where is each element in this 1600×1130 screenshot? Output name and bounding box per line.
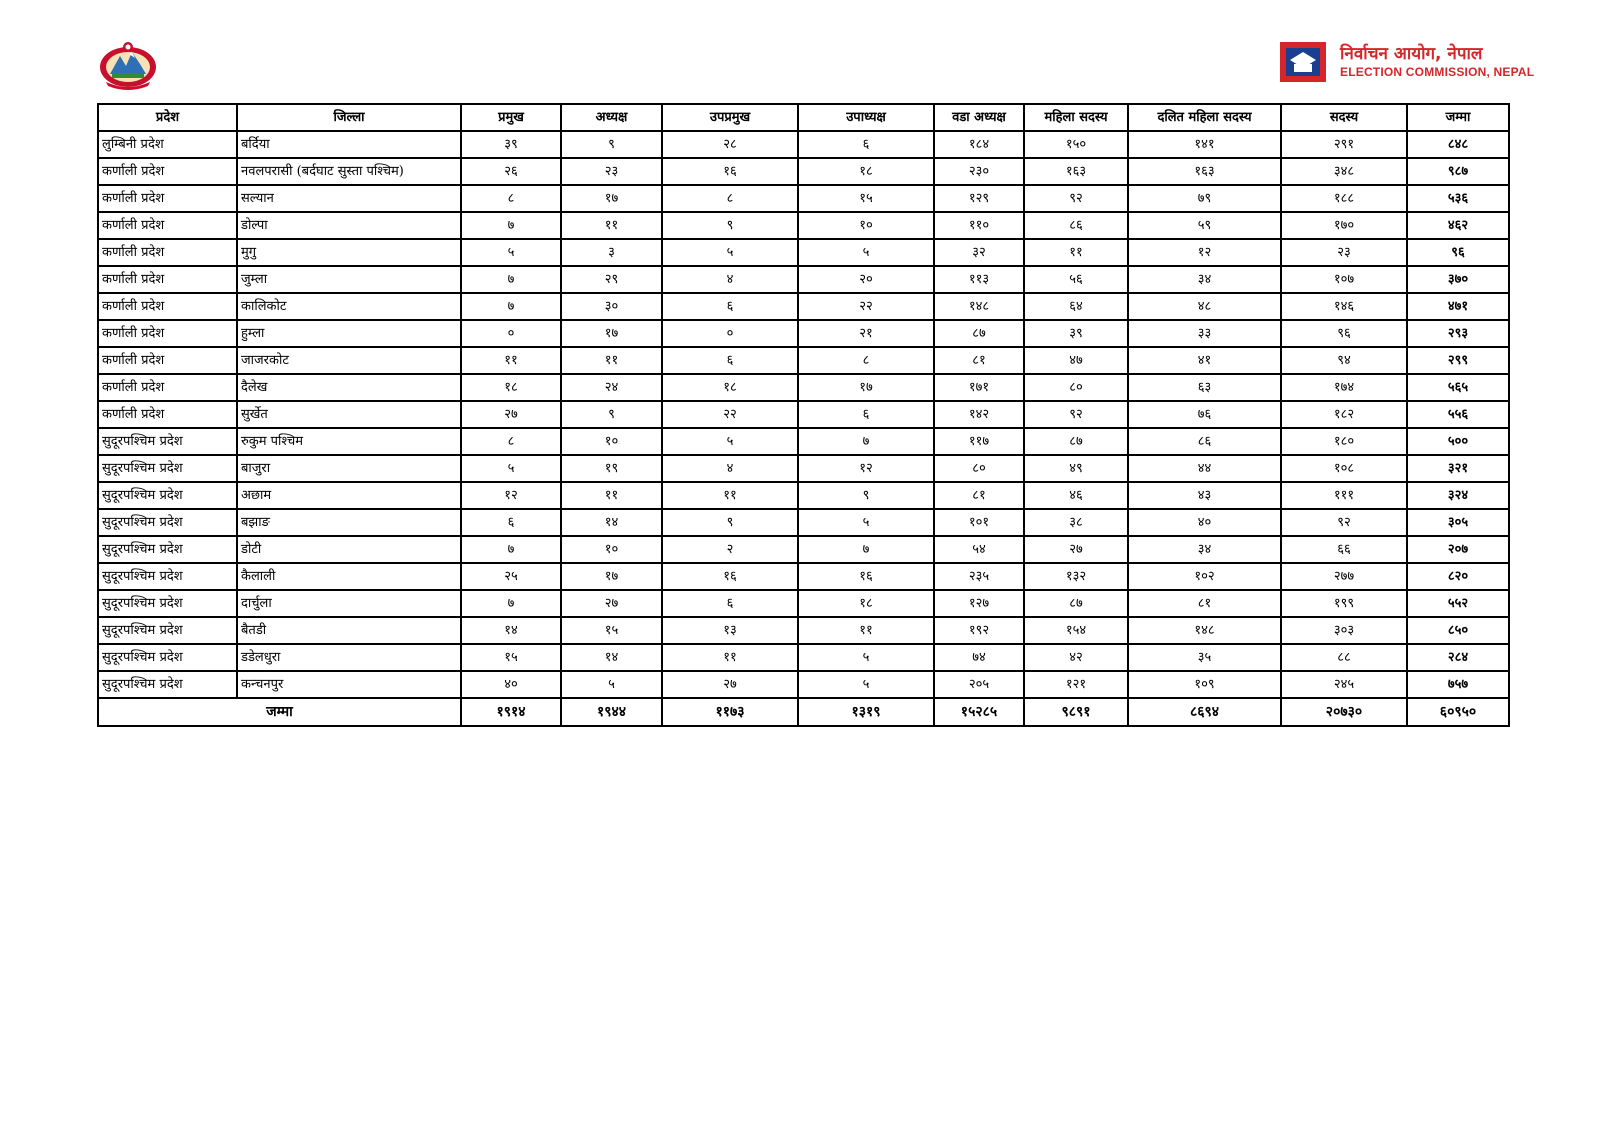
count-cell: ६४: [1024, 293, 1128, 320]
count-cell: ७४: [934, 644, 1024, 671]
district-cell: रुकुम पश्चिम: [237, 428, 461, 455]
count-cell: ७: [798, 536, 934, 563]
district-cell: बर्दिया: [237, 131, 461, 158]
count-cell: ८०: [1024, 374, 1128, 401]
count-cell: ८६: [1024, 212, 1128, 239]
count-cell: १९९: [1281, 590, 1407, 617]
row-total-cell: ४६२: [1407, 212, 1509, 239]
row-total-cell: ३२१: [1407, 455, 1509, 482]
count-cell: ४०: [461, 671, 561, 698]
table-row: [98, 212, 1509, 239]
count-cell: ९२: [1281, 509, 1407, 536]
count-cell: २९१: [1281, 131, 1407, 158]
count-cell: १६: [662, 563, 798, 590]
count-cell: १९२: [934, 617, 1024, 644]
table-row: [98, 428, 1509, 455]
count-cell: १५: [561, 617, 662, 644]
column-total-cell: ८६९४: [1128, 698, 1281, 726]
count-cell: ८७: [934, 320, 1024, 347]
count-cell: १०७: [1281, 266, 1407, 293]
count-cell: १११: [1281, 482, 1407, 509]
table-header-row: [98, 104, 1509, 131]
count-cell: १५: [798, 185, 934, 212]
count-cell: ९६: [1281, 320, 1407, 347]
count-cell: ८१: [934, 347, 1024, 374]
count-cell: १७: [561, 320, 662, 347]
count-cell: ११: [561, 347, 662, 374]
column-header: उपाध्यक्ष: [798, 104, 934, 131]
count-cell: १८: [662, 374, 798, 401]
count-cell: २२: [798, 293, 934, 320]
count-cell: १४८: [934, 293, 1024, 320]
row-total-cell: ५००: [1407, 428, 1509, 455]
table-row: [98, 239, 1509, 266]
column-total-cell: १३१९: [798, 698, 934, 726]
count-cell: १०: [561, 428, 662, 455]
count-cell: १८८: [1281, 185, 1407, 212]
count-cell: ८: [798, 347, 934, 374]
count-cell: १४: [561, 509, 662, 536]
count-cell: ६: [662, 347, 798, 374]
count-cell: २७: [461, 401, 561, 428]
column-header: प्रदेश: [98, 104, 237, 131]
count-cell: ४०: [1128, 509, 1281, 536]
district-cell: कन्चनपुर: [237, 671, 461, 698]
count-cell: ३४: [1128, 266, 1281, 293]
district-cell: बझाङ: [237, 509, 461, 536]
count-cell: १२१: [1024, 671, 1128, 698]
count-cell: ११: [662, 644, 798, 671]
commission-name-nepali: निर्वाचन आयोग, नेपाल: [1340, 44, 1483, 64]
count-cell: ११: [798, 617, 934, 644]
count-cell: १०२: [1128, 563, 1281, 590]
count-cell: ५६: [1024, 266, 1128, 293]
election-commission-wordmark: [1340, 44, 1534, 80]
district-cell: दैलेख: [237, 374, 461, 401]
count-cell: १४: [461, 617, 561, 644]
row-total-cell: २८४: [1407, 644, 1509, 671]
count-cell: ७: [461, 536, 561, 563]
table-row: [98, 374, 1509, 401]
count-cell: ४४: [1128, 455, 1281, 482]
count-cell: ४७: [1024, 347, 1128, 374]
count-cell: २७: [561, 590, 662, 617]
count-cell: १७४: [1281, 374, 1407, 401]
province-cell: कर्णाली प्रदेश: [98, 185, 237, 212]
table-row: [98, 671, 1509, 698]
commission-name-english: ELECTION COMMISSION, NEPAL: [1340, 65, 1535, 79]
province-cell: कर्णाली प्रदेश: [98, 401, 237, 428]
table-row: [98, 617, 1509, 644]
count-cell: १७०: [1281, 212, 1407, 239]
count-cell: १३: [662, 617, 798, 644]
district-cell: जाजरकोट: [237, 347, 461, 374]
count-cell: १२: [1128, 239, 1281, 266]
count-cell: ३३: [1128, 320, 1281, 347]
count-cell: ११: [662, 482, 798, 509]
district-cell: बाजुरा: [237, 455, 461, 482]
count-cell: १०८: [1281, 455, 1407, 482]
column-total-cell: २०७३०: [1281, 698, 1407, 726]
table-row: [98, 455, 1509, 482]
count-cell: २०: [798, 266, 934, 293]
province-cell: कर्णाली प्रदेश: [98, 320, 237, 347]
count-cell: ३४८: [1281, 158, 1407, 185]
column-total-cell: ९८९१: [1024, 698, 1128, 726]
count-cell: १०: [798, 212, 934, 239]
totals-row: [98, 698, 1509, 726]
district-cell: नवलपरासी (बर्दघाट सुस्ता पश्चिम): [237, 158, 461, 185]
count-cell: १२: [461, 482, 561, 509]
count-cell: ११: [561, 482, 662, 509]
province-cell: सुदूरपश्चिम प्रदेश: [98, 482, 237, 509]
count-cell: ११: [461, 347, 561, 374]
row-total-cell: ३७०: [1407, 266, 1509, 293]
province-cell: सुदूरपश्चिम प्रदेश: [98, 428, 237, 455]
province-cell: कर्णाली प्रदेश: [98, 293, 237, 320]
count-cell: ५: [798, 239, 934, 266]
table-row: [98, 185, 1509, 212]
count-cell: ८: [461, 185, 561, 212]
count-cell: ५: [461, 455, 561, 482]
count-cell: २४: [561, 374, 662, 401]
table-row: [98, 536, 1509, 563]
count-cell: ८०: [934, 455, 1024, 482]
row-total-cell: ५५६: [1407, 401, 1509, 428]
count-cell: २४५: [1281, 671, 1407, 698]
count-cell: २: [662, 536, 798, 563]
count-cell: ३८: [1024, 509, 1128, 536]
table-row: [98, 509, 1509, 536]
row-total-cell: ९६: [1407, 239, 1509, 266]
table-row: [98, 320, 1509, 347]
table-row: [98, 482, 1509, 509]
row-total-cell: ८४८: [1407, 131, 1509, 158]
count-cell: ८७: [1024, 590, 1128, 617]
table-row: [98, 266, 1509, 293]
row-total-cell: २०७: [1407, 536, 1509, 563]
table-row: [98, 563, 1509, 590]
count-cell: १८०: [1281, 428, 1407, 455]
column-total-cell: १५२८५: [934, 698, 1024, 726]
count-cell: १८: [798, 158, 934, 185]
nepal-emblem-icon: [96, 40, 160, 90]
count-cell: २५: [461, 563, 561, 590]
district-cell: सुर्खेत: [237, 401, 461, 428]
district-cell: जुम्ला: [237, 266, 461, 293]
count-cell: १८२: [1281, 401, 1407, 428]
count-cell: १९: [561, 455, 662, 482]
province-cell: कर्णाली प्रदेश: [98, 374, 237, 401]
count-cell: ११: [561, 212, 662, 239]
province-cell: कर्णाली प्रदेश: [98, 212, 237, 239]
count-cell: ७: [461, 212, 561, 239]
count-cell: ५: [662, 428, 798, 455]
count-cell: ८१: [1128, 590, 1281, 617]
count-cell: ६६: [1281, 536, 1407, 563]
column-header: अध्यक्ष: [561, 104, 662, 131]
count-cell: ३०३: [1281, 617, 1407, 644]
count-cell: १४२: [934, 401, 1024, 428]
row-total-cell: ५६५: [1407, 374, 1509, 401]
count-cell: १४१: [1128, 131, 1281, 158]
count-cell: १३२: [1024, 563, 1128, 590]
count-cell: ३२: [934, 239, 1024, 266]
column-header: वडा अध्यक्ष: [934, 104, 1024, 131]
count-cell: ७९: [1128, 185, 1281, 212]
count-cell: ८७: [1024, 428, 1128, 455]
count-cell: २९: [561, 266, 662, 293]
count-cell: ४८: [1128, 293, 1281, 320]
count-cell: १६: [662, 158, 798, 185]
count-cell: ९२: [1024, 185, 1128, 212]
count-cell: ९: [662, 212, 798, 239]
table-row: [98, 131, 1509, 158]
row-total-cell: २९९: [1407, 347, 1509, 374]
count-cell: ७: [798, 428, 934, 455]
province-cell: सुदूरपश्चिम प्रदेश: [98, 455, 237, 482]
count-cell: ९: [798, 482, 934, 509]
table-row: [98, 158, 1509, 185]
count-cell: २३५: [934, 563, 1024, 590]
count-cell: १७: [561, 563, 662, 590]
count-cell: ७६: [1128, 401, 1281, 428]
results-table: [97, 103, 1510, 727]
column-total-cell: ६०९५०: [1407, 698, 1509, 726]
district-cell: बैतडी: [237, 617, 461, 644]
province-cell: कर्णाली प्रदेश: [98, 266, 237, 293]
row-total-cell: ८२०: [1407, 563, 1509, 590]
row-total-cell: २९३: [1407, 320, 1509, 347]
count-cell: १२९: [934, 185, 1024, 212]
count-cell: ११: [1024, 239, 1128, 266]
count-cell: १२७: [934, 590, 1024, 617]
column-total-cell: ११७३: [662, 698, 798, 726]
count-cell: ३९: [461, 131, 561, 158]
table-row: [98, 590, 1509, 617]
column-header: उपप्रमुख: [662, 104, 798, 131]
count-cell: २३: [561, 158, 662, 185]
province-cell: सुदूरपश्चिम प्रदेश: [98, 563, 237, 590]
count-cell: ४६: [1024, 482, 1128, 509]
count-cell: १७: [798, 374, 934, 401]
province-cell: सुदूरपश्चिम प्रदेश: [98, 536, 237, 563]
district-cell: सल्यान: [237, 185, 461, 212]
table-body: [98, 131, 1509, 726]
count-cell: २३०: [934, 158, 1024, 185]
table-row: [98, 644, 1509, 671]
count-cell: ८१: [934, 482, 1024, 509]
count-cell: २३: [1281, 239, 1407, 266]
count-cell: ६: [662, 590, 798, 617]
totals-label: जम्मा: [98, 698, 461, 726]
count-cell: २७७: [1281, 563, 1407, 590]
count-cell: ०: [461, 320, 561, 347]
count-cell: २२: [662, 401, 798, 428]
column-header: प्रमुख: [461, 104, 561, 131]
column-header: जम्मा: [1407, 104, 1509, 131]
count-cell: ११७: [934, 428, 1024, 455]
row-total-cell: ७५७: [1407, 671, 1509, 698]
count-cell: ३४: [1128, 536, 1281, 563]
district-cell: अछाम: [237, 482, 461, 509]
count-cell: ६३: [1128, 374, 1281, 401]
count-cell: ५९: [1128, 212, 1281, 239]
count-cell: ६: [461, 509, 561, 536]
count-cell: ४: [662, 266, 798, 293]
count-cell: १५: [461, 644, 561, 671]
count-cell: ४९: [1024, 455, 1128, 482]
column-total-cell: १९४४: [561, 698, 662, 726]
count-cell: ७: [461, 266, 561, 293]
province-cell: सुदूरपश्चिम प्रदेश: [98, 671, 237, 698]
count-cell: ११३: [934, 266, 1024, 293]
count-cell: २८: [662, 131, 798, 158]
count-cell: ९: [561, 131, 662, 158]
count-cell: ४२: [1024, 644, 1128, 671]
count-cell: ३०: [561, 293, 662, 320]
table-row: [98, 347, 1509, 374]
count-cell: २६: [461, 158, 561, 185]
count-cell: २७: [662, 671, 798, 698]
row-total-cell: ८५०: [1407, 617, 1509, 644]
count-cell: ०: [662, 320, 798, 347]
province-cell: सुदूरपश्चिम प्रदेश: [98, 509, 237, 536]
count-cell: १५४: [1024, 617, 1128, 644]
count-cell: ३: [561, 239, 662, 266]
election-commission-logo-icon: [1280, 42, 1326, 82]
row-total-cell: ९८७: [1407, 158, 1509, 185]
province-cell: सुदूरपश्चिम प्रदेश: [98, 617, 237, 644]
table-row: [98, 293, 1509, 320]
count-cell: १८: [461, 374, 561, 401]
count-cell: ४१: [1128, 347, 1281, 374]
row-total-cell: ३०५: [1407, 509, 1509, 536]
row-total-cell: ५३६: [1407, 185, 1509, 212]
row-total-cell: ५५२: [1407, 590, 1509, 617]
count-cell: १०९: [1128, 671, 1281, 698]
count-cell: १७१: [934, 374, 1024, 401]
count-cell: ४३: [1128, 482, 1281, 509]
count-cell: ७: [461, 590, 561, 617]
count-cell: १६३: [1024, 158, 1128, 185]
column-total-cell: १९१४: [461, 698, 561, 726]
count-cell: ९४: [1281, 347, 1407, 374]
count-cell: ५: [798, 671, 934, 698]
count-cell: ९: [662, 509, 798, 536]
count-cell: ३९: [1024, 320, 1128, 347]
count-cell: २७: [1024, 536, 1128, 563]
district-cell: कालिकोट: [237, 293, 461, 320]
count-cell: ८: [662, 185, 798, 212]
count-cell: ५: [798, 644, 934, 671]
district-cell: डोटी: [237, 536, 461, 563]
province-cell: सुदूरपश्चिम प्रदेश: [98, 644, 237, 671]
province-cell: कर्णाली प्रदेश: [98, 347, 237, 374]
row-total-cell: ४७१: [1407, 293, 1509, 320]
column-header: दलित महिला सदस्य: [1128, 104, 1281, 131]
count-cell: ९: [561, 401, 662, 428]
province-cell: कर्णाली प्रदेश: [98, 158, 237, 185]
count-cell: १६: [798, 563, 934, 590]
count-cell: १८: [798, 590, 934, 617]
count-cell: ८८: [1281, 644, 1407, 671]
count-cell: ६: [798, 401, 934, 428]
province-cell: लुम्बिनी प्रदेश: [98, 131, 237, 158]
count-cell: ८६: [1128, 428, 1281, 455]
column-header: महिला सदस्य: [1024, 104, 1128, 131]
count-cell: १४६: [1281, 293, 1407, 320]
district-cell: दार्चुला: [237, 590, 461, 617]
count-cell: ६: [798, 131, 934, 158]
count-cell: १५०: [1024, 131, 1128, 158]
count-cell: ११०: [934, 212, 1024, 239]
count-cell: १७: [561, 185, 662, 212]
count-cell: ४: [662, 455, 798, 482]
district-cell: मुगु: [237, 239, 461, 266]
count-cell: ५: [461, 239, 561, 266]
count-cell: १८४: [934, 131, 1024, 158]
count-cell: ५: [798, 509, 934, 536]
district-cell: हुम्ला: [237, 320, 461, 347]
province-cell: कर्णाली प्रदेश: [98, 239, 237, 266]
count-cell: ८: [461, 428, 561, 455]
count-cell: ९२: [1024, 401, 1128, 428]
table-row: [98, 401, 1509, 428]
district-cell: डोल्पा: [237, 212, 461, 239]
count-cell: १०: [561, 536, 662, 563]
count-cell: २१: [798, 320, 934, 347]
count-cell: ५४: [934, 536, 1024, 563]
count-cell: ५: [561, 671, 662, 698]
column-header: जिल्ला: [237, 104, 461, 131]
count-cell: १४: [561, 644, 662, 671]
count-cell: ५: [662, 239, 798, 266]
count-cell: ७: [461, 293, 561, 320]
row-total-cell: ३२४: [1407, 482, 1509, 509]
count-cell: ३५: [1128, 644, 1281, 671]
count-cell: ६: [662, 293, 798, 320]
count-cell: १४८: [1128, 617, 1281, 644]
province-cell: सुदूरपश्चिम प्रदेश: [98, 590, 237, 617]
district-cell: कैलाली: [237, 563, 461, 590]
count-cell: १६३: [1128, 158, 1281, 185]
district-cell: डडेलधुरा: [237, 644, 461, 671]
count-cell: २०५: [934, 671, 1024, 698]
column-header: सदस्य: [1281, 104, 1407, 131]
count-cell: १०१: [934, 509, 1024, 536]
count-cell: १२: [798, 455, 934, 482]
